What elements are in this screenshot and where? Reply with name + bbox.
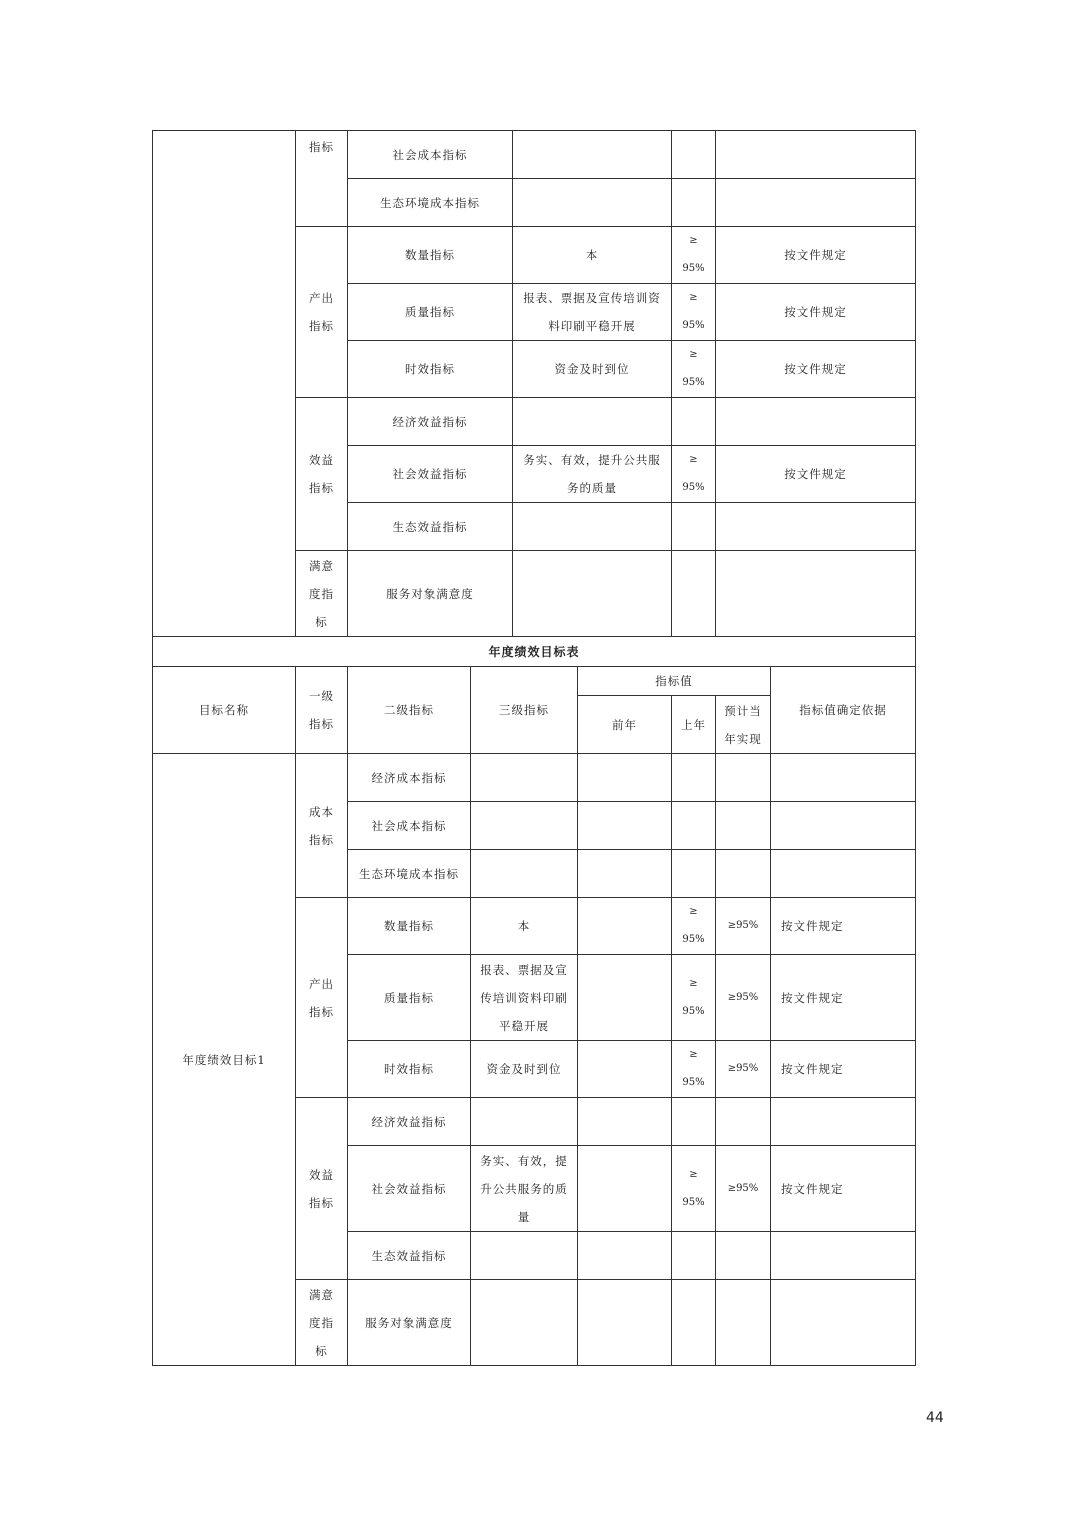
cost-level1-fragment: 指标 [296, 131, 348, 227]
last-year-cell [672, 850, 716, 898]
value-cell [672, 179, 716, 227]
header-prev-year: 前年 [578, 696, 672, 754]
value-cell: ≥ 95% [672, 341, 716, 398]
level3-cell [471, 802, 578, 850]
basis-cell: 按文件规定 [716, 341, 916, 398]
header-indicator-value: 指标值 [578, 667, 771, 696]
level2-cell: 生态环境成本指标 [348, 179, 513, 227]
level3-cell: 本 [471, 898, 578, 955]
basis-cell: 按文件规定 [716, 284, 916, 341]
level2-cell: 服务对象满意度 [348, 551, 513, 637]
expected-cell [716, 802, 771, 850]
basis-cell: 按文件规定 [771, 955, 916, 1041]
basis-cell: 按文件规定 [771, 1041, 916, 1098]
value-cell: ≥ 95% [672, 446, 716, 503]
page-number: 44 [926, 1410, 944, 1426]
basis-cell [716, 551, 916, 637]
prev-year-cell [578, 1232, 672, 1280]
cost-level1: 成本指标 [296, 754, 348, 898]
value-cell [672, 398, 716, 446]
level3-cell [471, 754, 578, 802]
basis-cell [716, 398, 916, 446]
header-level3: 三级指标 [471, 667, 578, 754]
last-year-cell: ≥ 95% [672, 1146, 716, 1232]
prev-year-cell [578, 1041, 672, 1098]
basis-cell [771, 850, 916, 898]
level3-cell: 本 [513, 227, 672, 284]
expected-cell [716, 754, 771, 802]
basis-cell [716, 131, 916, 179]
basis-cell: 按文件规定 [771, 1146, 916, 1232]
prev-year-cell [578, 1146, 672, 1232]
level2-cell: 生态环境成本指标 [348, 850, 471, 898]
benefit-level1: 效益指标 [296, 398, 348, 551]
prev-year-cell [578, 1098, 672, 1146]
level2-cell: 数量指标 [348, 227, 513, 284]
level2-cell: 经济效益指标 [348, 398, 513, 446]
level2-cell: 时效指标 [348, 341, 513, 398]
level2-cell: 数量指标 [348, 898, 471, 955]
header-basis: 指标值确定依据 [771, 667, 916, 754]
prev-year-cell [578, 802, 672, 850]
level3-cell [513, 398, 672, 446]
benefit-level1: 效益指标 [296, 1098, 348, 1280]
level2-cell: 生态效益指标 [348, 1232, 471, 1280]
performance-table-continued [152, 130, 916, 637]
level3-cell [471, 1280, 578, 1366]
basis-cell [771, 802, 916, 850]
output-level1: 产出指标 [296, 898, 348, 1098]
satisfaction-level1: 满意度指标 [296, 1280, 348, 1366]
basis-cell [771, 1280, 916, 1366]
level3-cell: 务实、有效，提升公共服务的质量 [471, 1146, 578, 1232]
level3-cell [471, 850, 578, 898]
basis-cell [716, 179, 916, 227]
last-year-cell [672, 1280, 716, 1366]
last-year-cell [672, 1232, 716, 1280]
value-cell [672, 551, 716, 637]
last-year-cell: ≥ 95% [672, 955, 716, 1041]
expected-cell: ≥95% [716, 955, 771, 1041]
basis-cell: 按文件规定 [771, 898, 916, 955]
expected-cell: ≥95% [716, 898, 771, 955]
level2-cell: 质量指标 [348, 955, 471, 1041]
expected-cell [716, 1232, 771, 1280]
expected-cell [716, 1098, 771, 1146]
basis-cell [771, 1098, 916, 1146]
expected-cell [716, 850, 771, 898]
expected-cell: ≥95% [716, 1146, 771, 1232]
annual-performance-goal-table [152, 636, 916, 1366]
expected-cell [716, 1280, 771, 1366]
prev-year-cell [578, 850, 672, 898]
basis-cell: 按文件规定 [716, 446, 916, 503]
header-level2: 二级指标 [348, 667, 471, 754]
last-year-cell: ≥ 95% [672, 1041, 716, 1098]
prev-year-cell [578, 1280, 672, 1366]
last-year-cell [672, 802, 716, 850]
header-goal-name: 目标名称 [153, 667, 296, 754]
prev-year-cell [578, 955, 672, 1041]
level2-cell: 经济成本指标 [348, 754, 471, 802]
level3-cell [513, 551, 672, 637]
goal-name-cell-continued [153, 131, 296, 637]
level2-cell: 社会效益指标 [348, 446, 513, 503]
level2-cell: 时效指标 [348, 1041, 471, 1098]
level3-cell: 务实、有效，提升公共服务的质量 [513, 446, 672, 503]
last-year-cell [672, 754, 716, 802]
header-expected: 预计当年实现 [716, 696, 771, 754]
level2-cell: 社会成本指标 [348, 802, 471, 850]
expected-cell: ≥95% [716, 1041, 771, 1098]
prev-year-cell [578, 898, 672, 955]
prev-year-cell [578, 754, 672, 802]
level3-cell: 报表、票据及宣传培训资料印刷平稳开展 [513, 284, 672, 341]
level3-cell [513, 179, 672, 227]
level2-cell: 社会效益指标 [348, 1146, 471, 1232]
level3-cell: 资金及时到位 [513, 341, 672, 398]
level2-cell: 质量指标 [348, 284, 513, 341]
header-last-year: 上年 [672, 696, 716, 754]
table-title: 年度绩效目标表 [153, 637, 916, 667]
value-cell [672, 503, 716, 551]
level2-cell: 经济效益指标 [348, 1098, 471, 1146]
value-cell [672, 131, 716, 179]
basis-cell [716, 503, 916, 551]
basis-cell [771, 1232, 916, 1280]
level3-cell [513, 503, 672, 551]
level2-cell: 服务对象满意度 [348, 1280, 471, 1366]
basis-cell [771, 754, 916, 802]
satisfaction-level1: 满意度指标 [296, 551, 348, 637]
last-year-cell [672, 1098, 716, 1146]
level3-cell [471, 1098, 578, 1146]
output-level1: 产出指标 [296, 227, 348, 398]
value-cell: ≥ 95% [672, 227, 716, 284]
level2-cell: 生态效益指标 [348, 503, 513, 551]
header-level1: 一级指标 [296, 667, 348, 754]
level3-cell: 报表、票据及宣传培训资料印刷平稳开展 [471, 955, 578, 1041]
level3-cell: 资金及时到位 [471, 1041, 578, 1098]
level3-cell [513, 131, 672, 179]
goal-name-cell: 年度绩效目标1 [153, 754, 296, 1366]
last-year-cell: ≥ 95% [672, 898, 716, 955]
basis-cell: 按文件规定 [716, 227, 916, 284]
level2-cell: 社会成本指标 [348, 131, 513, 179]
value-cell: ≥ 95% [672, 284, 716, 341]
level3-cell [471, 1232, 578, 1280]
